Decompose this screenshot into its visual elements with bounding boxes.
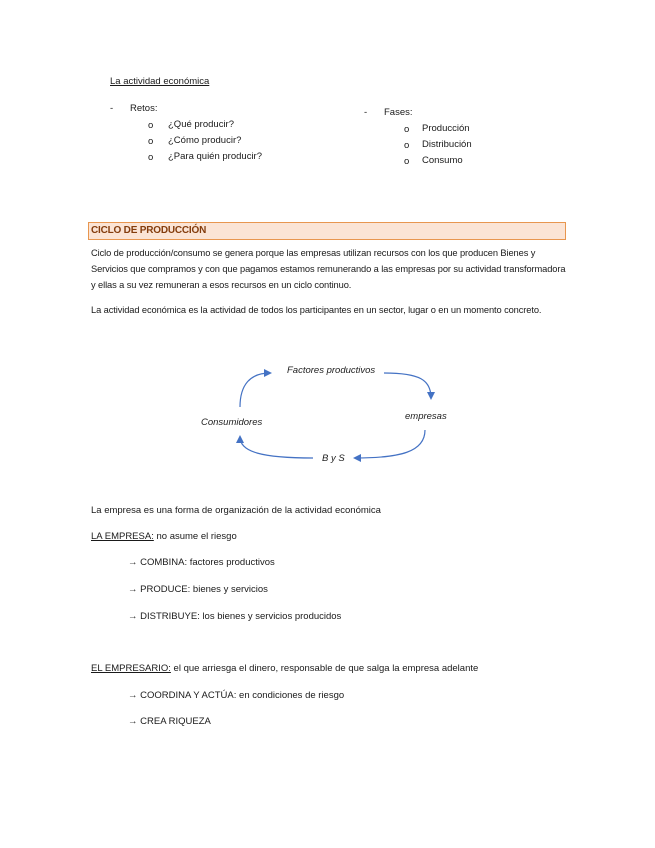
circle-bullet: o [404, 124, 410, 135]
empresario-text: el que arriesga el dinero, responsable de que salga la empresa adelante [170, 663, 479, 674]
arrow-empresas-to-bys [355, 430, 425, 458]
page-heading: La actividad económica [110, 76, 210, 87]
empresa-item-val: los bienes y servicios producidos [199, 611, 342, 622]
retos-title: Retos: [130, 103, 158, 114]
retos-item: ¿Qué producir? [168, 119, 235, 130]
empresa-item [128, 611, 341, 623]
fases-item: Distribución [422, 139, 472, 150]
empresario-item-val: en condiciones de riesgo [236, 690, 345, 701]
arrow-icon: → [128, 690, 138, 701]
diagram-label-factores: Factores productivos [287, 365, 376, 376]
empresario-label: EL EMPRESARIO: [91, 663, 171, 674]
fases-item: Consumo [422, 155, 463, 166]
arrow-factores-to-empresas [384, 373, 431, 398]
empresario-line [91, 663, 478, 675]
empresa-item [128, 557, 275, 569]
arrow-bys-to-consumidores [240, 437, 313, 458]
circle-bullet: o [148, 152, 154, 163]
paragraph-activity: La actividad económica es la actividad de todos los participantes en un sector, lugar o en un momento concreto. [91, 305, 542, 315]
arrow-icon: → [128, 584, 138, 595]
empresa-item-key: COMBINA: [140, 557, 188, 568]
circle-bullet: o [404, 156, 410, 167]
empresa-label: LA EMPRESA: [91, 531, 154, 542]
fases-item: Producción [422, 123, 470, 134]
diagram-label-bys: B y S [322, 453, 345, 464]
retos-item: ¿Para quién producir? [168, 151, 262, 162]
empresario-item-key: CREA RIQUEZA [140, 716, 211, 727]
arrow-icon: → [128, 557, 138, 568]
circle-bullet: o [148, 120, 154, 131]
retos-item: ¿Cómo producir? [168, 135, 242, 146]
circle-bullet: o [148, 136, 154, 147]
empresa-item [128, 584, 268, 596]
empresa-item-key: DISTRIBUYE: [140, 611, 200, 622]
section-title: CICLO DE PRODUCCIÓN [91, 225, 207, 236]
empresa-item-key: PRODUCE: [140, 584, 191, 595]
empresa-text: no asume el riesgo [153, 531, 237, 542]
dash-bullet: - [364, 107, 368, 118]
arrow-consumidores-to-factores [240, 373, 270, 407]
paragraph-empresa-def: La empresa es una forma de organización de la actividad económica [91, 505, 381, 516]
arrow-icon: → [128, 716, 138, 727]
empresa-item-val: factores productivos [187, 557, 275, 568]
empresa-line [91, 531, 237, 543]
empresario-item [128, 690, 344, 702]
diagram-label-empresas: empresas [405, 411, 447, 422]
paragraph-cycle: Ciclo de producción/consumo se genera porque las empresas utilizan recursos con los que producen Bienes y Servicios que compramos y con que pagamos estamos remunerando a las empresas por su actividad transformadora y ellas a su vez remuneran a esos recursos en un ciclo continuo. [91, 248, 566, 290]
fases-title: Fases: [384, 107, 413, 118]
empresario-item [128, 716, 211, 728]
circle-bullet: o [404, 140, 410, 151]
empresario-item-key: COORDINA Y ACTÚA: [140, 690, 237, 701]
diagram-label-consumidores: Consumidores [201, 417, 263, 428]
dash-bullet: - [110, 103, 114, 114]
empresa-item-val: bienes y servicios [190, 584, 268, 595]
arrow-icon: → [128, 611, 138, 622]
